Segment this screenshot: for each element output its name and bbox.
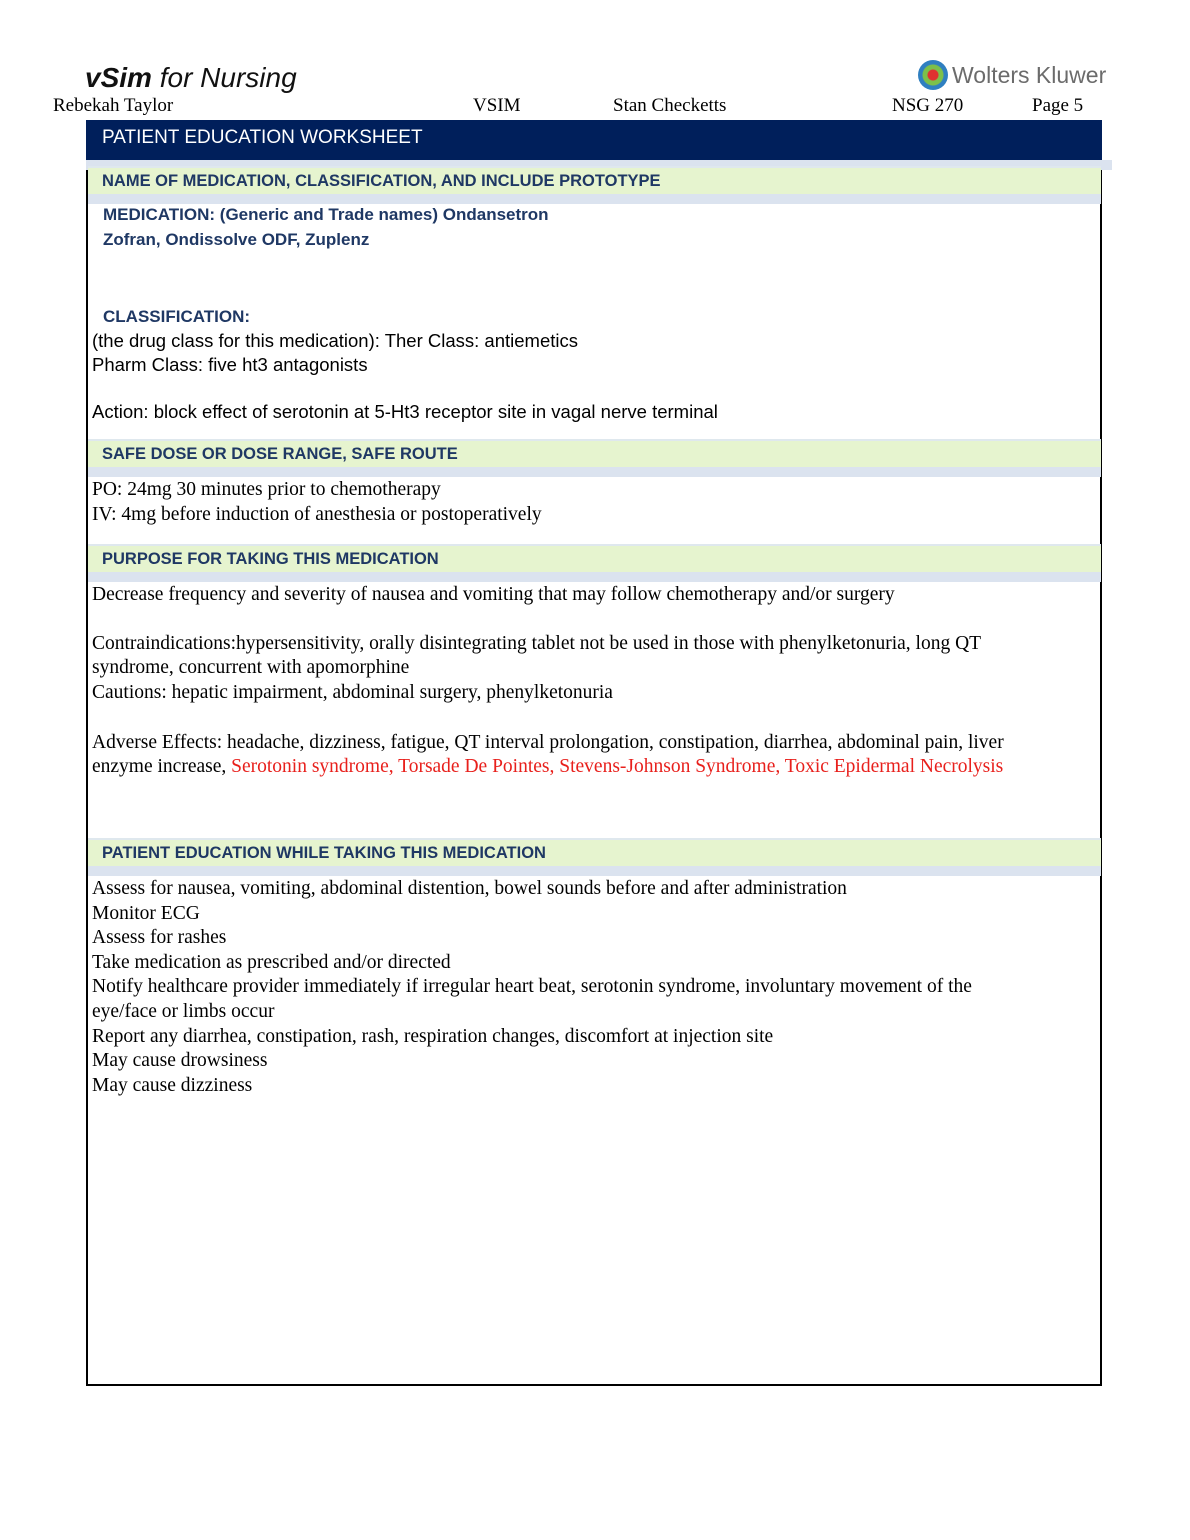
section-header-dose: SAFE DOSE OR DOSE RANGE, SAFE ROUTE — [88, 439, 1101, 477]
purpose-text: Decrease frequency and severity of nausea and vomiting that may follow chemotherapy and/or surgery — [92, 584, 895, 605]
education-item: Report any diarrhea, constipation, rash, respiration changes, discomfort at injection site — [92, 1026, 774, 1047]
section-header-medication: NAME OF MEDICATION, CLASSIFICATION, AND INCLUDE PROTOTYPE — [88, 166, 1101, 204]
trade-names: Zofran, Ondissolve ODF, Zuplenz — [103, 230, 370, 249]
patient-name: Stan Checketts — [613, 95, 727, 116]
education-item: Assess for rashes — [92, 927, 227, 948]
education-item: eye/face or limbs occur — [92, 1001, 275, 1022]
education-item: Assess for nausea, vomiting, abdominal distention, bowel sounds before and after administration — [92, 878, 847, 899]
contraindications: Contraindications:hypersensitivity, orally disintegrating tablet not be used in those with phenylketonuria, long QT — [92, 633, 982, 654]
dose-po: PO: 24mg 30 minutes prior to chemotherapy — [92, 479, 441, 500]
action-text: Action: block effect of serotonin at 5-Ht3 receptor site in vagal nerve terminal — [92, 401, 718, 422]
education-item: Monitor ECG — [92, 903, 200, 924]
education-item: Notify healthcare provider immediately if irregular heart beat, serotonin syndrome, involuntary movement of the — [92, 976, 972, 997]
vsim-logo: vSim for Nursing — [85, 62, 297, 93]
dose-iv: IV: 4mg before induction of anesthesia or postoperatively — [92, 504, 542, 525]
student-name: Rebekah Taylor — [53, 95, 174, 116]
page-number: Page 5 — [1032, 95, 1084, 116]
serious-adverse-effects: Serotonin syndrome, Torsade De Pointes, Stevens-Johnson Syndrome, Toxic Epidermal Necrolysis — [231, 756, 1004, 777]
section-header-purpose: PURPOSE FOR TAKING THIS MEDICATION — [88, 544, 1101, 582]
classification-label: CLASSIFICATION: — [103, 307, 251, 326]
education-item: Take medication as prescribed and/or directed — [92, 952, 451, 973]
cautions: Cautions: hepatic impairment, abdominal surgery, phenylketonuria — [92, 682, 613, 703]
adverse-effects: Adverse Effects: headache, dizziness, fatigue, QT interval prolongation, constipation, diarrhea, abdominal pain, liver — [92, 732, 1004, 753]
adverse-effects-cont: enzyme increase, Serotonin syndrome, Torsade De Pointes, Stevens-Johnson Syndrome, Toxic Epidermal Necrolysis — [92, 756, 1004, 777]
education-item: May cause drowsiness — [92, 1050, 268, 1071]
section-header-education: PATIENT EDUCATION WHILE TAKING THIS MEDICATION — [88, 838, 1101, 876]
education-item: May cause dizziness — [92, 1075, 253, 1096]
medication-names: MEDICATION: (Generic and Trade names) Ondansetron — [103, 205, 549, 224]
course-type: VSIM — [473, 95, 521, 116]
globe-icon — [918, 60, 948, 90]
course-code: NSG 270 — [892, 95, 964, 116]
contraindications-cont: syndrome, concurrent with apomorphine — [92, 657, 410, 678]
therapeutic-class: (the drug class for this medication): Ther Class: antiemetics — [92, 330, 578, 351]
worksheet-title: PATIENT EDUCATION WORKSHEET — [86, 120, 1102, 160]
wolters-kluwer-logo: Wolters Kluwer — [918, 60, 1106, 90]
pharmacologic-class: Pharm Class: five ht3 antagonists — [92, 354, 368, 375]
